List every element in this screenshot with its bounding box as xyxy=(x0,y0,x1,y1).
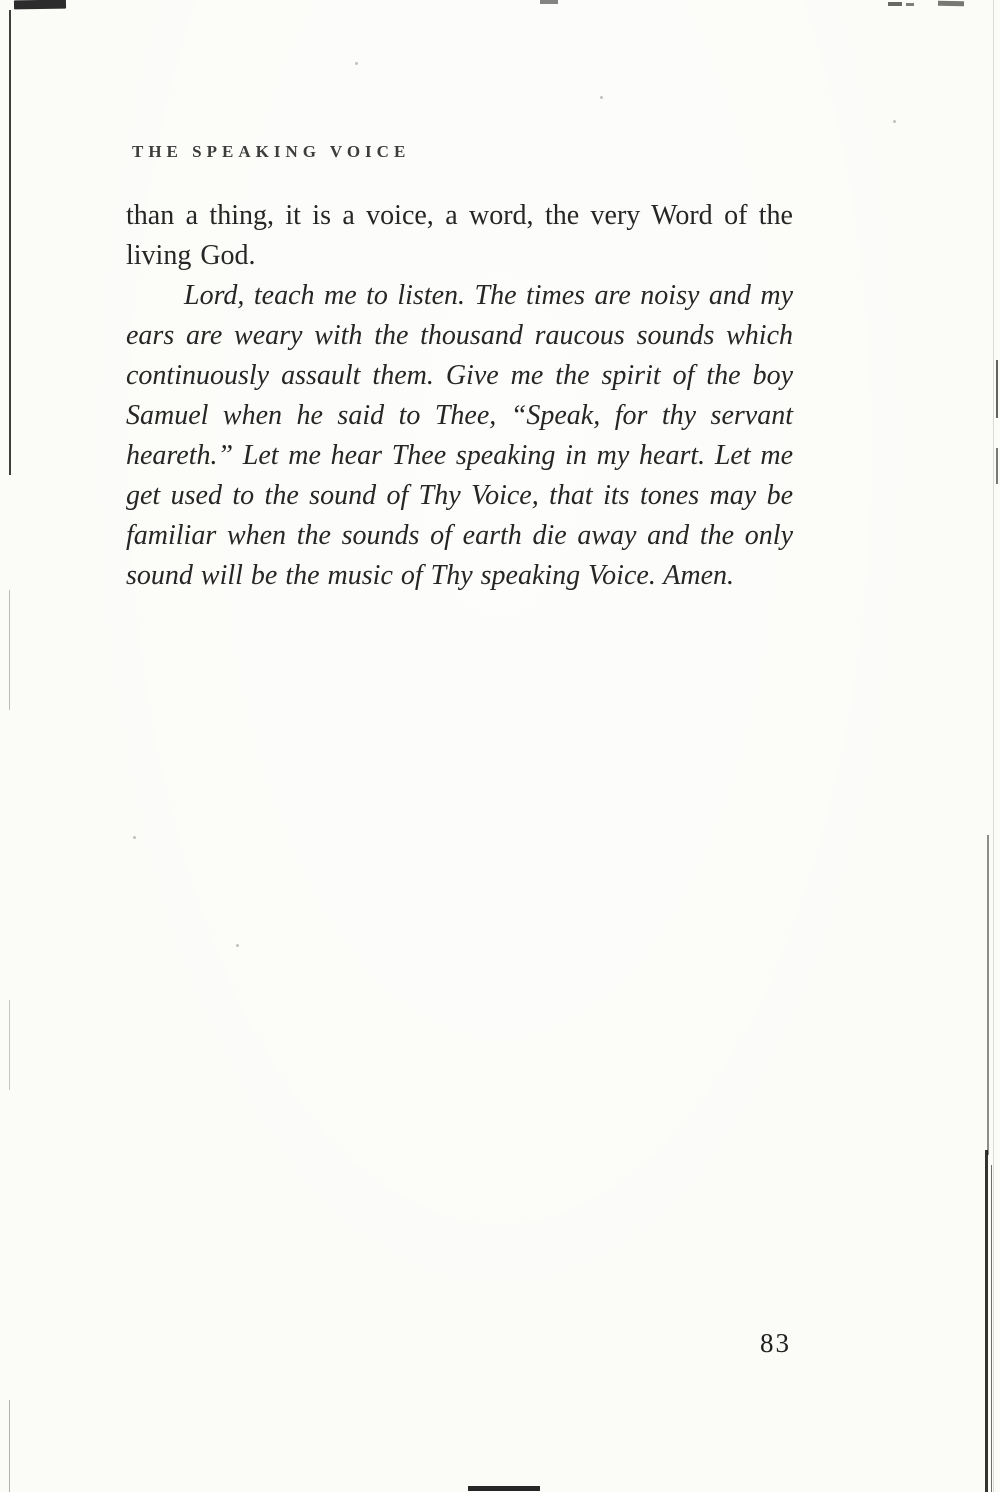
scan-artifact-top-dash xyxy=(938,1,964,6)
scan-artifact-speck xyxy=(600,96,603,99)
scan-artifact-right-tick xyxy=(996,448,998,484)
scan-artifact-left-rule-faint xyxy=(9,1400,10,1492)
scan-artifact-left-rule xyxy=(9,10,11,475)
scan-artifact-speck xyxy=(893,120,896,123)
scan-artifact-top-dash xyxy=(540,0,558,4)
scan-artifact-top-dash xyxy=(888,2,902,6)
running-header xyxy=(132,142,410,162)
scan-artifact-left-rule-faint xyxy=(9,590,10,710)
page-text-block xyxy=(126,196,793,596)
scan-artifact-right-streak xyxy=(987,835,989,1155)
scan-artifact-left-rule-faint xyxy=(9,1000,10,1090)
paragraph-intro: than a thing, it is a voice, a word, the very Word of the living God. xyxy=(126,200,793,271)
scan-artifact-speck xyxy=(236,944,239,947)
scan-artifact-right-tick xyxy=(996,360,998,418)
scan-artifact-top-dash xyxy=(906,3,914,6)
scan-artifact-right-streak xyxy=(985,1150,988,1492)
scan-artifact-top-left-mark xyxy=(14,0,66,9)
scan-artifact-right-streak xyxy=(991,1165,992,1492)
scan-artifact-speck xyxy=(355,62,358,65)
paragraph-prayer: Lord, teach me to listen. The times are noisy and my ears are weary with the thousand raucous sounds which continuously assault them. Give me the spirit of the boy Samuel when he said to Thee, “Speak, for thy servant heareth.” Let me hear Thee speaking in my heart. Let me get used to the sound of Thy Voice, that its tones may be familiar when the sounds of earth die away and the only sound will be the music of Thy speaking Voice. Amen. xyxy=(126,280,793,591)
scan-artifact-speck xyxy=(133,836,136,839)
page-number: 83 xyxy=(760,1328,791,1358)
running-header-text: THE SPEAKING VOICE xyxy=(132,142,411,161)
scan-artifact-bottom-dash xyxy=(468,1486,540,1491)
scan-artifact-right-line xyxy=(993,0,994,1492)
